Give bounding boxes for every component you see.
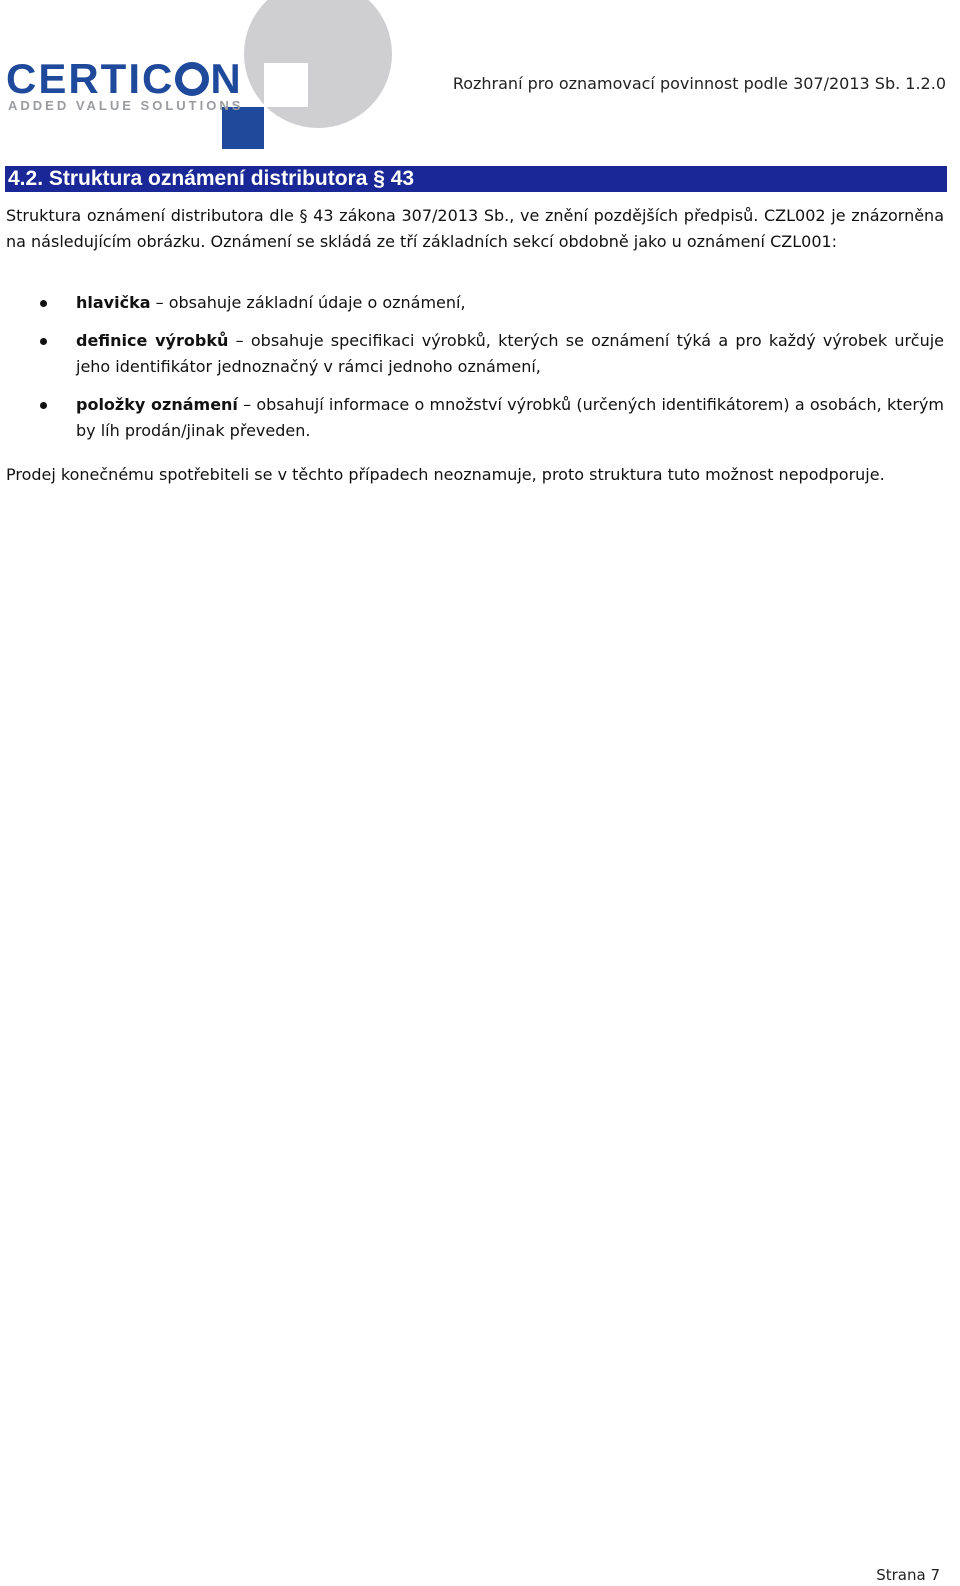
company-logo: [0, 0, 400, 152]
list-item-term: položky oznámení: [76, 395, 238, 414]
intro-paragraph: Struktura oznámení distributora dle § 43 zákona 307/2013 Sb., ve znění pozdějších předpisů. CZL002 je znázorněna na následujícím obrázku. Oznámení se skládá ze tří základních sekcí obdobně jako u oznámení CZL001:: [6, 206, 944, 251]
section-heading: 4.2. Struktura oznámení distributora § 43: [5, 166, 947, 192]
section-list: [0, 290, 944, 456]
document-title: Rozhraní pro oznamovací povinnost podle 307/2013 Sb. 1.2.0: [452, 74, 946, 93]
list-item-term: definice výrobků: [76, 331, 229, 350]
list-item-term: hlavička: [76, 293, 151, 312]
list-item: [0, 392, 944, 444]
logo-wordmark: CERTIC N: [6, 55, 243, 102]
bullet-icon: [40, 338, 47, 345]
bullet-icon: [40, 402, 47, 409]
list-item-text: – obsahují informace o množství výrobků (určených identifikátorem) a osobách, kterým by líh prodán/jinak převeden.: [76, 395, 945, 440]
list-item: [0, 290, 944, 316]
page-number: Strana 7: [876, 1566, 940, 1584]
bullet-icon: [40, 300, 47, 307]
logo-blue-square: [222, 107, 264, 149]
logo-white-square: [264, 63, 308, 107]
logo-o-ring: [175, 62, 209, 96]
closing-paragraph: Prodej konečnému spotřebiteli se v těchto případech neoznamuje, proto struktura tuto možnost nepodporuje.: [6, 465, 885, 484]
logo-tagline: ADDED VALUE SOLUTIONS: [8, 98, 244, 113]
list-item-text: – obsahuje specifikaci výrobků, kterých se oznámení týká a pro každý výrobek určuje jeho identifikátor jednoznačný v rámci jednoho oznámení,: [76, 331, 945, 376]
list-item: [0, 328, 944, 380]
list-item-text: – obsahuje základní údaje o oznámení,: [150, 293, 466, 312]
